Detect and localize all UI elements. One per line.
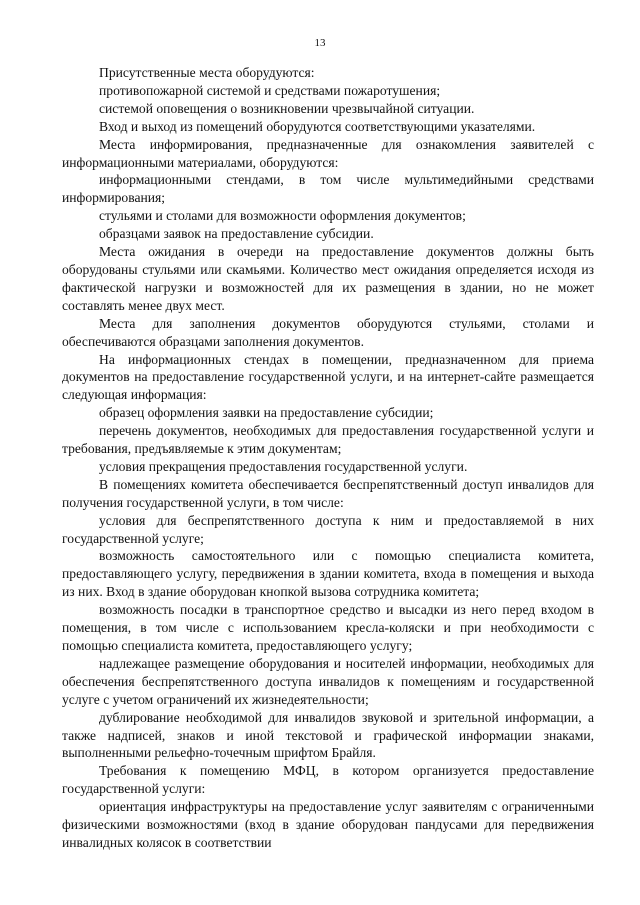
paragraph: образцами заявок на предоставление субсидии.: [99, 226, 374, 242]
paragraph: перечень документов, необходимых для предоставления государственной услуги и требования, предъявляемые к этим документам;: [62, 423, 594, 457]
document-body: [62, 64, 594, 852]
paragraph: дублирование необходимой для инвалидов звуковой и зрительной информации, а также надписей, знаков и иной текстовой и графической информации знаками, выполненными рельефно-точечным шрифтом Брайля.: [62, 709, 594, 761]
paragraph: Места информирования, предназначенные для ознакомления заявителей с информационными материалами, оборудуются:: [62, 136, 594, 170]
paragraph: возможность самостоятельного или с помощью специалиста комитета, предоставляющего услугу, передвижения в здании комитета, входа в помещения и выхода из них. Вход в здание оборудован кнопкой вызова сотрудника комитета;: [62, 548, 594, 600]
paragraph: стульями и столами для возможности оформления документов;: [99, 208, 466, 224]
paragraph: надлежащее размещение оборудования и носителей информации, необходимых для обеспечения беспрепятственного доступа инвалидов к помещениям и государственной услуге с учетом ограничений их жизнедеятельности;: [62, 655, 594, 707]
paragraph: ориентация инфраструктуры на предоставление услуг заявителям с ограниченными физическими возможностями (вход в здание оборудован пандусами для передвижения инвалидных колясок в соответствии: [62, 799, 594, 850]
paragraph: Места ожидания в очереди на предоставление документов должны быть оборудованы стульями или скамьями. Количество мест ожидания определяется исходя из фактической нагрузки и возможностей для их размещения в здании, но не может составлять менее двух мест.: [62, 244, 594, 313]
paragraph: информационными стендами, в том числе мультимедийными средствами информирования;: [62, 172, 594, 206]
paragraph: возможность посадки в транспортное средство и высадки из него перед входом в помещения, в том числе с использованием кресла-коляски и при необходимости с помощью специалиста комитета, предоставляющего услугу;: [62, 602, 594, 653]
paragraph: На информационных стендах в помещении, предназначенном для приема документов на предоставление государственной услуги, и на интернет-сайте размещается следующая информация:: [62, 351, 594, 403]
paragraph: Требования к помещению МФЦ, в котором организуется предоставление государственной услуги:: [62, 763, 594, 797]
paragraph: В помещениях комитета обеспечивается беспрепятственный доступ инвалидов для получения государственной услуги, в том числе:: [62, 476, 594, 510]
paragraph: Места для заполнения документов оборудуются стульями, столами и обеспечиваются образцами заполнения документов.: [62, 315, 594, 349]
paragraph: условия для беспрепятственного доступа к ним и предоставляемой в них государственной услуге;: [62, 512, 594, 546]
paragraph: условия прекращения предоставления государственной услуги.: [99, 458, 468, 474]
paragraph: системой оповещения о возникновении чрезвычайной ситуации.: [99, 100, 475, 116]
paragraph: образец оформления заявки на предоставление субсидии;: [99, 405, 434, 421]
paragraph: противопожарной системой и средствами пожаротушения;: [99, 82, 441, 98]
paragraph: Присутственные места оборудуются:: [99, 65, 315, 80]
paragraph: Вход и выход из помещений оборудуются соответствующими указателями.: [99, 118, 536, 134]
page-number: 13: [314, 37, 326, 49]
